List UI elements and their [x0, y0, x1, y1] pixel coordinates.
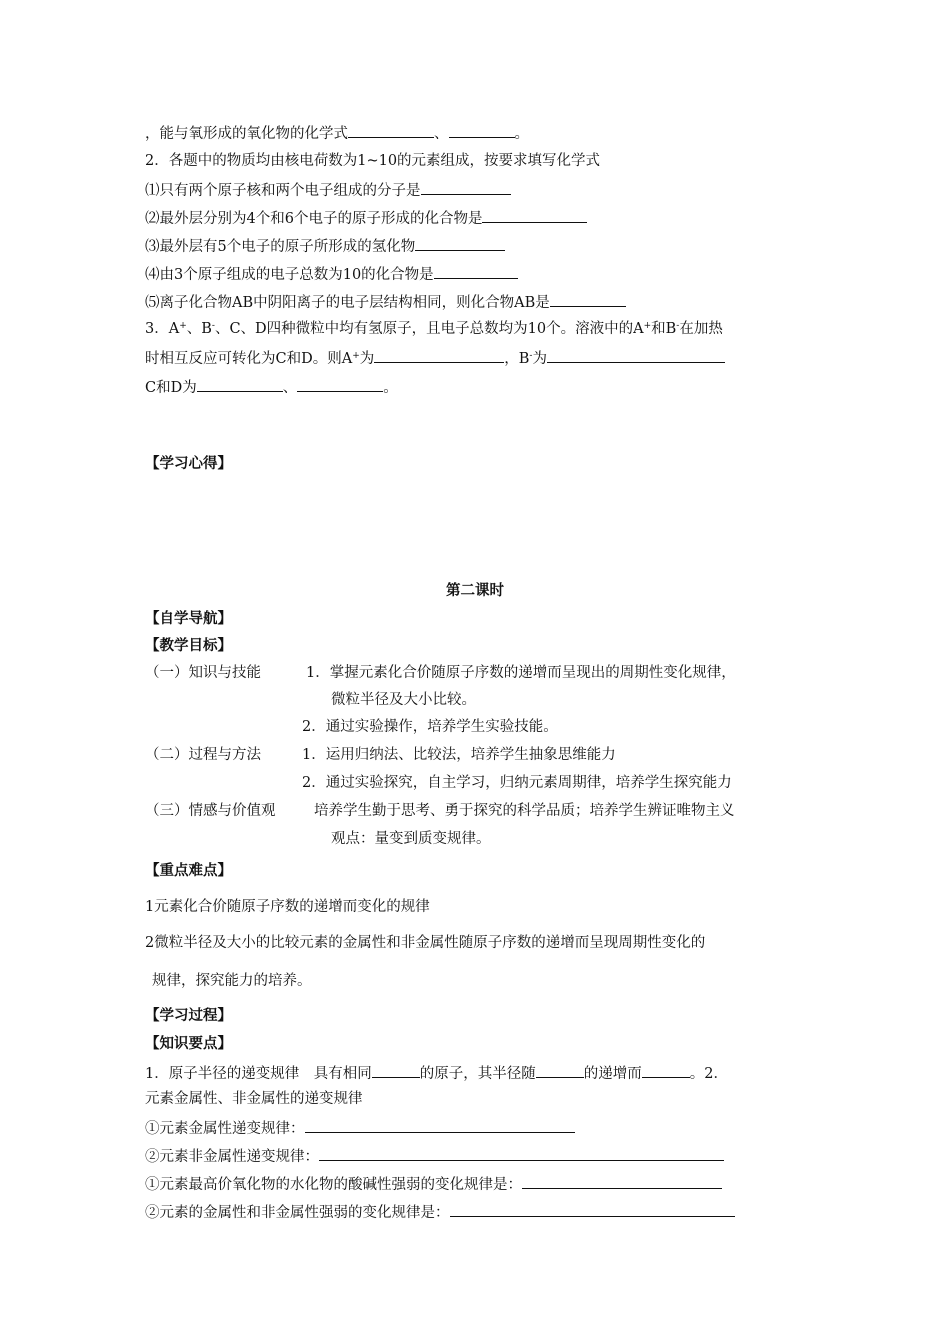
goal-3-item-1: 培养学生勤于思考、勇于探究的科学品质；培养学生辨证唯物主义: [314, 803, 735, 819]
goal-2-label: （二）过程与方法: [145, 747, 261, 763]
question-2-1: ⑴只有两个原子核和两个电子组成的分子是: [145, 179, 511, 201]
heading-zhishi-yaodian: 【知识要点】: [145, 1035, 232, 1052]
question-3-line-2: 时相互反应可转化为C和D。则A+为 ，B-为: [145, 347, 725, 369]
blank[interactable]: [550, 291, 626, 307]
lesson-title: 第二课时: [446, 582, 504, 599]
heading-zhongdian-nandian: 【重点难点】: [145, 862, 232, 879]
knowledge-3: ①元素金属性递变规律：: [145, 1117, 575, 1139]
knowledge-6: ②元素的金属性和非金属性强弱的变化规律是：: [145, 1201, 735, 1223]
question-2-5: ⑸离子化合物AB中阴阳离子的电子层结构相同，则化合物AB是: [145, 291, 626, 313]
question-3-line-3: C和D为 、 。: [145, 376, 398, 398]
goal-3-item-1-cont: 观点：量变到质变规律。: [331, 831, 491, 847]
line-oxide-formula: ，能与氧形成的氧化物的化学式 、 。: [145, 122, 529, 144]
blank[interactable]: [547, 347, 725, 363]
knowledge-1: 1．原子半径的递变规律 具有相同 的原子，其半径随 的递增而 。2．: [145, 1062, 728, 1084]
goal-1-item-2: 2．通过实验操作，培养学生实验技能。: [302, 719, 558, 735]
blank[interactable]: [421, 179, 511, 195]
blank[interactable]: [482, 207, 587, 223]
blank[interactable]: [449, 122, 515, 138]
heading-jiaoxue-mubiao: 【教学目标】: [145, 637, 232, 654]
goal-2-item-2: 2．通过实验探究，自主学习，归纳元素周期律，培养学生探究能力: [302, 775, 732, 791]
key-point-1: 1元素化合价随原子序数的递增而变化的规律: [145, 899, 430, 915]
goal-1-item-1: 1．掌握元素化合价随原子序数的递增而呈现出的周期性变化规律，: [306, 665, 736, 681]
question-2-3: ⑶最外层有5个电子的原子所形成的氢化物: [145, 235, 505, 257]
heading-zixue-daohang: 【自学导航】: [145, 610, 232, 627]
goal-2-item-1: 1．运用归纳法、比较法，培养学生抽象思维能力: [302, 747, 616, 763]
blank[interactable]: [415, 235, 505, 251]
knowledge-4: ②元素非金属性递变规律：: [145, 1145, 724, 1167]
heading-xuexi-guocheng: 【学习过程】: [145, 1007, 232, 1024]
blank[interactable]: [305, 1117, 575, 1133]
blank[interactable]: [372, 1062, 420, 1078]
blank[interactable]: [297, 376, 383, 392]
goal-1-item-1-cont: 微粒半径及大小比较。: [331, 692, 476, 708]
blank[interactable]: [434, 263, 518, 279]
knowledge-2: 元素金属性、非金属性的递变规律: [145, 1091, 363, 1107]
blank[interactable]: [536, 1062, 584, 1078]
question-2-2: ⑵最外层分别为4个和6个电子的原子形成的化合物是: [145, 207, 587, 229]
key-point-2: 2微粒半径及大小的比较元素的金属性和非金属性随原子序数的递增而呈现周期性变化的: [145, 935, 706, 951]
heading-xuexi-xinde: 【学习心得】: [145, 455, 232, 472]
blank[interactable]: [450, 1201, 735, 1217]
question-2-4: ⑷由3个原子组成的电子总数为10的化合物是: [145, 263, 518, 285]
question-2: 2．各题中的物质均由核电荷数为1~10的元素组成，按要求填写化学式: [145, 153, 601, 169]
blank[interactable]: [374, 347, 504, 363]
blank[interactable]: [642, 1062, 690, 1078]
question-3-line-1: 3．A+、B-、C、D四种微粒中均有氢原子，且电子总数均为10个。溶液中的A+和B-在加热: [145, 321, 723, 337]
goal-1-label: （一）知识与技能: [145, 665, 261, 681]
blank[interactable]: [348, 122, 434, 138]
blank[interactable]: [319, 1145, 724, 1161]
knowledge-5: ①元素最高价氧化物的水化物的酸碱性强弱的变化规律是：: [145, 1173, 722, 1195]
key-point-2-cont: 规律，探究能力的培养。: [152, 973, 312, 989]
blank[interactable]: [197, 376, 283, 392]
goal-3-label: （三）情感与价值观: [145, 803, 276, 819]
blank[interactable]: [522, 1173, 722, 1189]
